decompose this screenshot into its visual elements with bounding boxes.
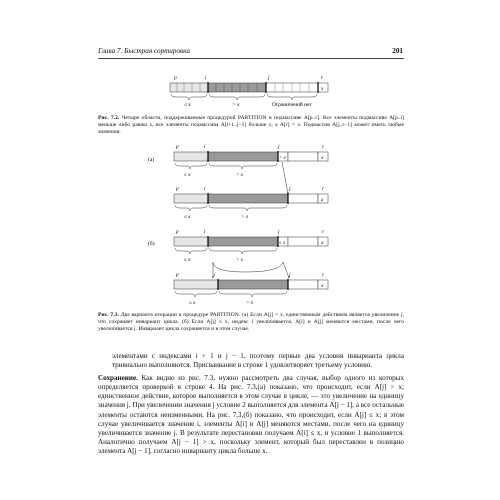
label-i: i <box>205 75 207 81</box>
a2-x: x <box>321 197 324 203</box>
a2-i: i <box>204 186 206 192</box>
body-text <box>98 352 404 456</box>
chapter-title: Глава 7. Быстрая сортировка <box>98 47 190 55</box>
b1-p: p <box>176 229 179 235</box>
paragraph-2 <box>98 374 404 456</box>
b2-x: x <box>321 283 324 289</box>
a-arrow <box>282 162 288 194</box>
paragraph-2-lead: Сохранение. <box>98 374 138 383</box>
b2-le: ≤ x <box>189 300 196 306</box>
brace-label-le: ≤ x <box>184 102 191 108</box>
a2-le: ≤ x <box>184 214 191 220</box>
label-r: r <box>321 75 324 81</box>
b1-r: r <box>322 229 325 235</box>
b2-j: j <box>289 272 291 278</box>
b1-i: i <box>204 229 206 235</box>
paragraph-2-text: Как видно из рис. 7.3, нужно рассмотреть два случая, выбор одного из которых определяется проверкой в строке 4. На рис. 7.3,(а) показано, что происходит, если A[j] > x; единственное действие, которое выполняется в этом случае в цикле, — это увеличение на единицу значения j. При увеличении значения j условие 2 выполняется для элемента A[j − 1], а все остальные элементы остаются неизменными. На рис. 7.3,(б) показано, что происходит, если A[j] ≤ x; в этом случае увеличивается значение i, элементы A[i] и A[j] меняются местами, после чего на единицу увеличивается значение j. В результате перестановки получаем A[i] ≤ x, и условие 1 выполняется. Аналогично получаем A[j − 1] > x, поскольку элемент, который был переставлен в позицию элемента A[j − 1], согласно инварианту цикла больше x. <box>98 374 404 455</box>
label-j: j <box>268 75 270 81</box>
a2-gt: > x <box>241 214 249 220</box>
caption-7-3 <box>98 312 404 333</box>
b2-p: p <box>176 272 179 278</box>
b1-le: ≤ x <box>184 257 191 263</box>
b1-j: j <box>278 229 280 235</box>
b2-i: i <box>214 272 216 278</box>
a2-r: r <box>322 186 325 192</box>
a1-j: j <box>278 144 280 150</box>
caption-lead: Рис. 7.2. <box>98 115 120 121</box>
a1-gt: > x <box>236 172 244 178</box>
b-swap-arc <box>213 262 283 272</box>
label-a: (a) <box>148 157 155 163</box>
a1-p: p <box>176 144 179 150</box>
b2-gt: > x <box>246 300 254 306</box>
brace-label-gt: > x <box>232 102 240 108</box>
caption-lead: Рис. 7.3. <box>98 312 119 318</box>
a1-le: ≤ x <box>184 172 191 178</box>
a1-i: i <box>204 144 206 150</box>
a1-r: r <box>322 144 325 150</box>
paragraph-1: элементами с индексами i + 1 и j − 1, поэтому первые два условия инварианта цикла тривиально выполняются. Присваивание в строке 1 удовлетворяет третьему условию. <box>112 352 404 370</box>
label-p: p <box>174 75 177 81</box>
a2-p: p <box>176 186 179 192</box>
b2-r: r <box>322 272 325 278</box>
a1-x: x <box>321 155 324 161</box>
brace-label-unrestricted: Ограничений нет <box>272 102 312 108</box>
page-number: 201 <box>392 47 403 55</box>
caption-text: Четыре области, поддерживаемые процедурой PARTITION в подмассиве A[p..r]. Все элементы подмассива A[p..i] меньше либо равны x, все элементы подмассива A[i+1..j−1] больше x, а A[r] = x. Подмассив A[j..r−1] может иметь любые значения. <box>98 115 404 136</box>
a1-gtx: > x <box>279 156 286 161</box>
label-b: (б) <box>148 241 155 247</box>
caption-text: Два варианта итерации в процедуре PARTITION. (а) Если A[j] > x, единственным действием является увеличение j, что сохраняет инвариант цикла. (б) Если A[j] ≤ x, индекс i увеличивается, A[i] и A[j] меняются местами, после чего увеличивается j. Инвариант цикла сохраняется и в этом случае. <box>98 312 404 333</box>
a2-j: j <box>289 186 291 192</box>
b1-x: x <box>321 240 324 246</box>
pivot-x: x <box>321 86 324 92</box>
b1-lex: ≤ x <box>279 241 286 246</box>
b1-gt: > x <box>236 257 244 263</box>
